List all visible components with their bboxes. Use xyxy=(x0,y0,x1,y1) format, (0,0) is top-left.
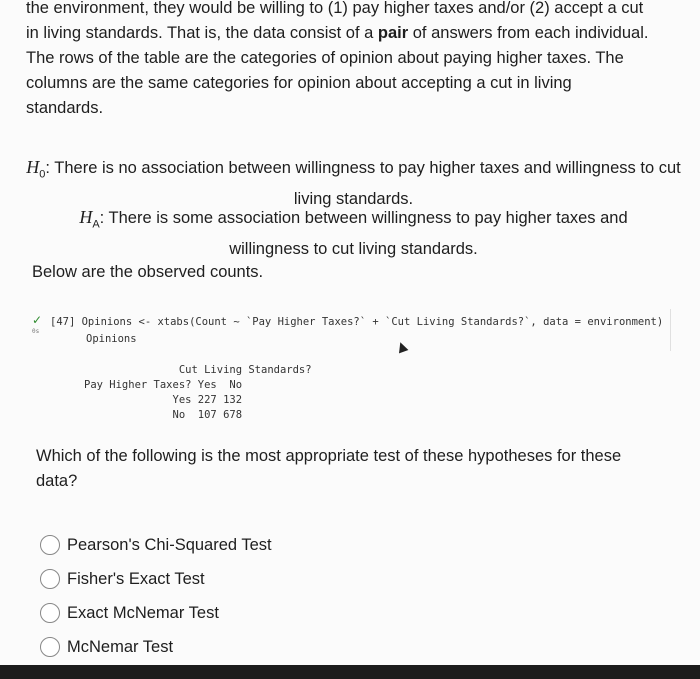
alternative-hypothesis xyxy=(26,205,681,262)
h0-subscript: 0 xyxy=(39,168,46,181)
code-editor[interactable] xyxy=(48,309,671,351)
option-label: Fisher's Exact Test xyxy=(67,569,205,588)
intro-line-4: standards. xyxy=(26,99,104,117)
ha-subscript: A xyxy=(92,218,100,231)
bottom-bar xyxy=(0,665,700,679)
h0-text: : There is no association between willingness to pay higher taxes and willingness to cut living standards. xyxy=(45,159,681,209)
intro-line-1b: of answers from each individual. xyxy=(408,24,649,42)
ha-symbol: H xyxy=(79,207,93,227)
cell-output-table: Cut Living Standards? Pay Higher Taxes? Yes No Yes 227 132 No 107 678 xyxy=(84,364,312,421)
intro-line-1a: in living standards. That is, the data consist of a xyxy=(26,24,378,42)
radio-button[interactable] xyxy=(40,637,60,657)
radio-button[interactable] xyxy=(40,603,60,623)
intro-line-3: columns are the same categories for opinion about accepting a cut in living xyxy=(26,74,572,92)
option-fisher-exact[interactable] xyxy=(40,562,272,596)
radio-button[interactable] xyxy=(40,569,60,589)
option-label: Pearson's Chi-Squared Test xyxy=(67,535,272,554)
code-cell xyxy=(26,305,676,430)
intro-paragraph xyxy=(26,0,681,121)
h0-symbol: H xyxy=(26,157,40,177)
question-text: Which of the following is the most appropriate test of these hypotheses for these data? xyxy=(36,447,622,490)
exec-time-label: 0s xyxy=(32,328,40,335)
intro-line-0: the environment, they would be willing to (1) pay higher taxes and/or (2) accept a cut xyxy=(26,0,644,17)
option-label: McNemar Test xyxy=(67,637,174,656)
check-icon: ✓ xyxy=(32,313,43,327)
null-hypothesis xyxy=(26,155,681,212)
radio-button[interactable] xyxy=(40,535,60,555)
option-pearson-chi-squared[interactable] xyxy=(40,528,272,562)
code-line-2: Opinions xyxy=(86,333,137,345)
intro-bold-pair: pair xyxy=(377,24,409,42)
code-line-1: [47] Opinions <- xtabs(Count ~ `Pay Higher Taxes?` + `Cut Living Standards?`, data = environment) xyxy=(50,316,664,328)
option-mcnemar[interactable] xyxy=(40,630,272,664)
answer-options xyxy=(40,528,272,664)
intro-line-2: The rows of the table are the categories of opinion about paying higher taxes. The xyxy=(26,49,624,67)
option-label: Exact McNemar Test xyxy=(67,603,219,622)
observed-counts-label: Below are the observed counts. xyxy=(32,263,264,281)
ha-text: : There is some association between willingness to pay higher taxes and willingness to cut living standards. xyxy=(99,209,628,259)
option-exact-mcnemar[interactable] xyxy=(40,596,272,630)
